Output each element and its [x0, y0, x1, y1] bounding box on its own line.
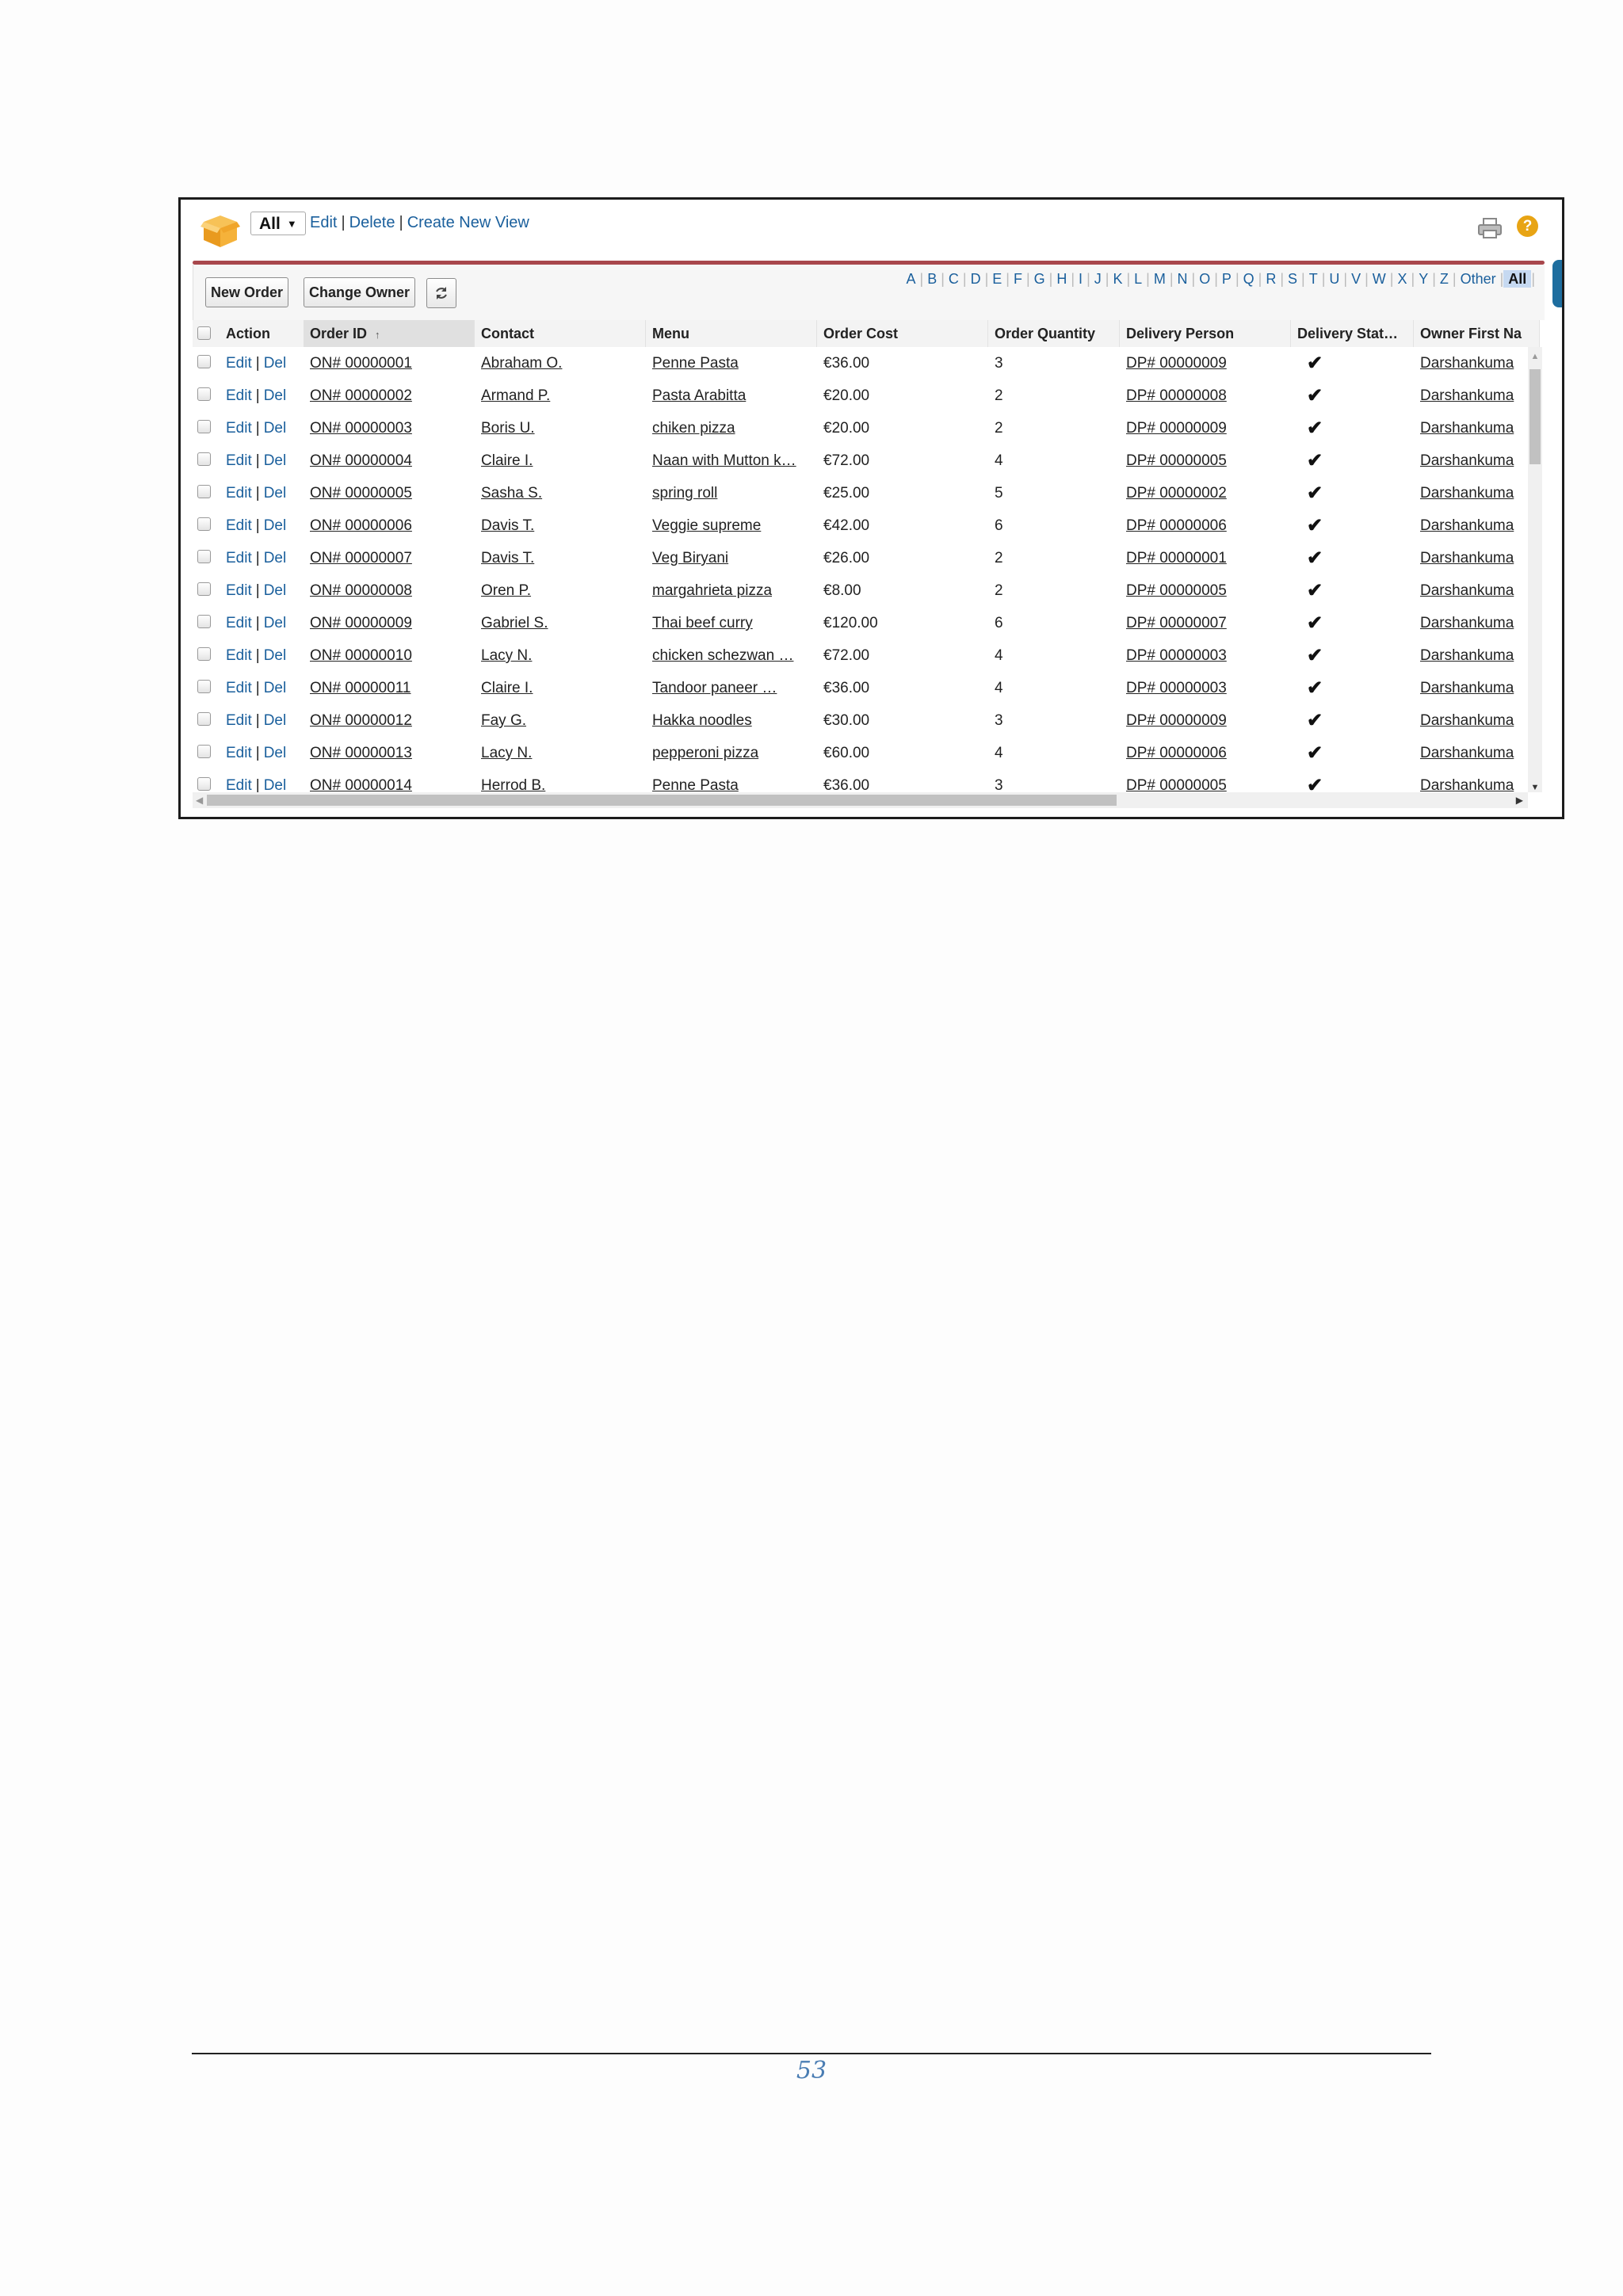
- horizontal-scroll-thumb[interactable]: [207, 795, 1117, 806]
- table-row: [193, 639, 1540, 673]
- row-edit-link[interactable]: Edit: [226, 745, 252, 761]
- menu-link[interactable]: Penne Pasta: [652, 355, 739, 372]
- delivery-person-link[interactable]: DP# 00000006: [1126, 517, 1227, 534]
- alphabet-filter-u[interactable]: U: [1329, 271, 1340, 287]
- list-toolbar: [193, 265, 1545, 320]
- refresh-button[interactable]: [426, 278, 456, 308]
- contact-link[interactable]: Armand P.: [481, 387, 551, 404]
- order-cost: €8.00: [823, 582, 861, 599]
- alphabet-separator: |: [1071, 271, 1075, 287]
- order-quantity: 4: [995, 452, 1003, 469]
- checkmark-icon: ✔: [1307, 677, 1323, 699]
- action-separator: |: [255, 355, 260, 372]
- contact-link[interactable]: Claire I.: [481, 680, 533, 696]
- order-cost: €36.00: [823, 777, 870, 792]
- alphabet-filter-p[interactable]: P: [1221, 271, 1232, 287]
- row-actions: [220, 639, 304, 672]
- checkmark-icon: ✔: [1307, 710, 1323, 731]
- checkmark-icon: ✔: [1307, 450, 1323, 471]
- contact-link[interactable]: Lacy N.: [481, 745, 533, 761]
- row-delete-link[interactable]: Del: [263, 420, 287, 437]
- order-quantity: 3: [995, 355, 1003, 372]
- menu-link[interactable]: Thai beef curry: [652, 615, 753, 631]
- checkmark-icon: ✔: [1307, 482, 1323, 504]
- table-row: [193, 737, 1540, 770]
- owner-link[interactable]: Darshankuma: [1420, 680, 1514, 696]
- row-delete-link[interactable]: Del: [263, 550, 287, 566]
- page-number: 53: [796, 2057, 827, 2084]
- alphabet-separator: |: [1411, 271, 1415, 287]
- row-delete-link[interactable]: Del: [263, 452, 287, 469]
- column-header-menu[interactable]: Menu: [646, 320, 817, 347]
- owner-link[interactable]: Darshankuma: [1420, 712, 1514, 729]
- table-row: [193, 769, 1540, 792]
- alphabet-separator: |: [1169, 271, 1174, 287]
- alphabet-separator: |: [1343, 271, 1348, 287]
- menu-link[interactable]: margahrieta pizza: [652, 582, 773, 599]
- contact-link[interactable]: Davis T.: [481, 517, 535, 534]
- owner-link[interactable]: Darshankuma: [1420, 420, 1514, 437]
- contact-link[interactable]: Abraham O.: [481, 355, 563, 372]
- alphabet-separator: |: [1006, 271, 1010, 287]
- checkmark-icon: ✔: [1307, 547, 1323, 569]
- row-checkbox[interactable]: [197, 680, 211, 693]
- menu-link[interactable]: spring roll: [652, 485, 718, 502]
- order-id-link[interactable]: ON# 00000007: [310, 550, 412, 566]
- contact-link[interactable]: Davis T.: [481, 550, 535, 566]
- alphabet-filter-h[interactable]: H: [1056, 271, 1067, 287]
- row-edit-link[interactable]: Edit: [226, 582, 252, 599]
- action-separator: |: [255, 582, 260, 599]
- alphabet-filter-b[interactable]: B: [927, 271, 938, 287]
- order-quantity: 3: [995, 777, 1003, 792]
- horizontal-scrollbar[interactable]: [193, 792, 1528, 808]
- owner-link[interactable]: Darshankuma: [1420, 582, 1514, 599]
- order-cost: €120.00: [823, 615, 878, 631]
- table-row: [193, 574, 1540, 608]
- menu-link[interactable]: Hakka noodles: [652, 712, 752, 729]
- contact-link[interactable]: Fay G.: [481, 712, 527, 729]
- owner-link[interactable]: Darshankuma: [1420, 777, 1514, 792]
- alphabet-separator: |: [1258, 271, 1262, 287]
- row-checkbox[interactable]: [197, 420, 211, 433]
- row-actions: [220, 574, 304, 607]
- order-id-link[interactable]: ON# 00000014: [310, 777, 412, 792]
- row-edit-link[interactable]: Edit: [226, 485, 252, 502]
- alphabet-filter-x[interactable]: X: [1397, 271, 1407, 287]
- menu-link[interactable]: pepperoni pizza: [652, 745, 759, 761]
- order-id-link[interactable]: ON# 00000001: [310, 355, 412, 372]
- owner-link[interactable]: Darshankuma: [1420, 355, 1514, 372]
- scroll-left-icon[interactable]: ◀: [196, 795, 204, 806]
- table-row: [193, 347, 1540, 380]
- alphabet-filter-z[interactable]: Z: [1439, 271, 1449, 287]
- sidebar-toggle[interactable]: [1552, 260, 1564, 307]
- alphabet-filter-other[interactable]: Other: [1460, 271, 1496, 287]
- action-separator: |: [255, 615, 260, 631]
- order-quantity: 4: [995, 745, 1003, 761]
- contact-link[interactable]: Boris U.: [481, 420, 535, 437]
- table-row: [193, 509, 1540, 543]
- checkmark-icon: ✔: [1307, 385, 1323, 406]
- alphabet-filter-s[interactable]: S: [1288, 271, 1298, 287]
- row-checkbox[interactable]: [197, 647, 211, 661]
- row-actions: [220, 379, 304, 412]
- row-actions: [220, 737, 304, 769]
- order-quantity: 5: [995, 485, 1003, 502]
- order-id-link[interactable]: ON# 00000009: [310, 615, 412, 631]
- row-edit-link[interactable]: Edit: [226, 550, 252, 566]
- row-actions: [220, 769, 304, 792]
- row-edit-link[interactable]: Edit: [226, 680, 252, 696]
- owner-link[interactable]: Darshankuma: [1420, 615, 1514, 631]
- order-id-link[interactable]: ON# 00000002: [310, 387, 412, 404]
- row-checkbox[interactable]: [197, 550, 211, 563]
- table-row: [193, 412, 1540, 445]
- row-checkbox[interactable]: [197, 387, 211, 401]
- alphabet-filter-r[interactable]: R: [1266, 271, 1277, 287]
- order-id-link[interactable]: ON# 00000005: [310, 485, 412, 502]
- delivery-person-link[interactable]: DP# 00000007: [1126, 615, 1227, 631]
- vertical-scrollbar[interactable]: [1528, 347, 1542, 792]
- alphabet-separator: |: [1126, 271, 1131, 287]
- checkmark-icon: ✔: [1307, 580, 1323, 601]
- action-separator: |: [255, 745, 260, 761]
- help-icon[interactable]: ?: [1517, 215, 1538, 237]
- order-quantity: 2: [995, 582, 1003, 599]
- column-header-owner-first-name[interactable]: Owner First Na: [1414, 320, 1540, 347]
- row-delete-link[interactable]: Del: [263, 387, 287, 404]
- orders-box-icon: [200, 211, 240, 249]
- order-cost: €60.00: [823, 745, 870, 761]
- menu-link[interactable]: Penne Pasta: [652, 777, 739, 792]
- order-cost: €36.00: [823, 680, 870, 696]
- alphabet-filter-a[interactable]: A: [906, 271, 916, 287]
- row-edit-link[interactable]: Edit: [226, 387, 252, 404]
- checkmark-icon: ✔: [1307, 353, 1323, 374]
- table-row: [193, 477, 1540, 510]
- contact-link[interactable]: Lacy N.: [481, 647, 533, 664]
- row-actions: [220, 509, 304, 542]
- row-delete-link[interactable]: Del: [263, 582, 287, 599]
- order-id-link[interactable]: ON# 00000012: [310, 712, 412, 729]
- row-actions: [220, 607, 304, 639]
- action-separator: |: [255, 680, 260, 696]
- alphabet-separator: |: [1280, 271, 1285, 287]
- owner-link[interactable]: Darshankuma: [1420, 452, 1514, 469]
- alphabet-separator: |: [1321, 271, 1326, 287]
- delivery-person-link[interactable]: DP# 00000005: [1126, 777, 1227, 792]
- alphabet-separator: |: [1191, 271, 1196, 287]
- order-cost: €26.00: [823, 550, 870, 566]
- order-quantity: 2: [995, 420, 1003, 437]
- alphabet-separator: |: [1105, 271, 1109, 287]
- alphabet-separator: |: [1086, 271, 1090, 287]
- action-separator: |: [255, 420, 260, 437]
- column-header-delivery-status[interactable]: Delivery Stat…: [1291, 320, 1414, 347]
- checkmark-icon: ✔: [1307, 418, 1323, 439]
- alphabet-filter-c[interactable]: C: [948, 271, 959, 287]
- alphabet-filter-w[interactable]: W: [1372, 271, 1386, 287]
- alphabet-filter-k[interactable]: K: [1113, 271, 1123, 287]
- action-separator: |: [255, 387, 260, 404]
- list-view-panel: [178, 197, 1564, 819]
- column-header-action[interactable]: Action: [220, 320, 327, 347]
- action-separator: |: [255, 517, 260, 534]
- order-cost: €36.00: [823, 355, 870, 372]
- order-cost: €25.00: [823, 485, 870, 502]
- order-quantity: 6: [995, 517, 1003, 534]
- row-edit-link[interactable]: Edit: [226, 452, 252, 469]
- row-edit-link[interactable]: Edit: [226, 420, 252, 437]
- owner-link[interactable]: Darshankuma: [1420, 485, 1514, 502]
- order-quantity: 2: [995, 550, 1003, 566]
- row-edit-link[interactable]: Edit: [226, 615, 252, 631]
- order-cost: €30.00: [823, 712, 870, 729]
- row-checkbox[interactable]: [197, 355, 211, 368]
- view-select[interactable]: [250, 212, 306, 235]
- row-checkbox[interactable]: [197, 615, 211, 628]
- order-cost: €20.00: [823, 387, 870, 404]
- row-edit-link[interactable]: Edit: [226, 355, 252, 372]
- menu-link[interactable]: Pasta Arabitta: [652, 387, 747, 404]
- row-actions: [220, 347, 304, 379]
- order-cost: €72.00: [823, 647, 870, 664]
- contact-link[interactable]: Herrod B.: [481, 777, 546, 792]
- column-header-order-cost[interactable]: Order Cost: [817, 320, 988, 347]
- order-quantity: 2: [995, 387, 1003, 404]
- row-delete-link[interactable]: Del: [263, 712, 287, 729]
- delivery-person-link[interactable]: DP# 00000006: [1126, 745, 1227, 761]
- delivery-person-link[interactable]: DP# 00000009: [1126, 420, 1227, 437]
- order-cost: €20.00: [823, 420, 870, 437]
- order-quantity: 4: [995, 680, 1003, 696]
- change-owner-button[interactable]: Change Owner: [304, 277, 415, 307]
- order-cost: €42.00: [823, 517, 870, 534]
- action-separator: |: [255, 485, 260, 502]
- row-checkbox[interactable]: [197, 582, 211, 596]
- order-quantity: 3: [995, 712, 1003, 729]
- alphabet-filter-e[interactable]: E: [992, 271, 1002, 287]
- alphabet-separator: |: [919, 271, 924, 287]
- menu-link[interactable]: Veg Biryani: [652, 550, 729, 566]
- row-delete-link[interactable]: Del: [263, 647, 287, 664]
- contact-link[interactable]: Gabriel S.: [481, 615, 548, 631]
- alphabet-separator: |: [984, 271, 989, 287]
- table-row: [193, 444, 1540, 478]
- alphabet-filter-q[interactable]: Q: [1243, 271, 1254, 287]
- alphabet-separator: |: [1452, 271, 1457, 287]
- delivery-person-link[interactable]: DP# 00000009: [1126, 712, 1227, 729]
- delivery-person-link[interactable]: DP# 00000008: [1126, 387, 1227, 404]
- row-actions: [220, 704, 304, 737]
- alphabet-filter-m[interactable]: M: [1153, 271, 1166, 287]
- row-checkbox[interactable]: [197, 517, 211, 531]
- row-checkbox[interactable]: [197, 485, 211, 498]
- menu-link[interactable]: Naan with Mutton k…: [652, 452, 796, 469]
- row-delete-link[interactable]: Del: [263, 745, 287, 761]
- select-all-checkbox[interactable]: [197, 326, 211, 340]
- sort-asc-icon: ↑: [375, 329, 380, 341]
- print-icon[interactable]: [1477, 217, 1503, 239]
- row-actions: [220, 672, 304, 704]
- order-id-link[interactable]: ON# 00000011: [310, 680, 411, 696]
- scroll-up-icon[interactable]: ▲: [1530, 352, 1540, 361]
- owner-link[interactable]: Darshankuma: [1420, 647, 1514, 664]
- column-header-order-id-label: Order ID: [310, 326, 368, 341]
- row-checkbox[interactable]: [197, 712, 211, 726]
- column-header-contact[interactable]: Contact: [475, 320, 646, 347]
- alphabet-separator: |: [1499, 271, 1504, 287]
- table-row: [193, 704, 1540, 738]
- row-actions: [220, 412, 304, 444]
- scroll-down-icon[interactable]: ▼: [1530, 783, 1540, 792]
- table-row: [193, 542, 1540, 575]
- vertical-scroll-thumb[interactable]: [1529, 369, 1541, 464]
- orders-table: [193, 320, 1540, 792]
- delivery-person-link[interactable]: DP# 00000009: [1126, 355, 1227, 372]
- alphabet-separator: |: [1389, 271, 1394, 287]
- row-delete-link[interactable]: Del: [263, 615, 287, 631]
- action-separator: |: [255, 777, 260, 792]
- action-separator: |: [255, 647, 260, 664]
- row-checkbox[interactable]: [197, 452, 211, 466]
- owner-link[interactable]: Darshankuma: [1420, 517, 1514, 534]
- checkmark-icon: ✔: [1307, 612, 1323, 634]
- order-id-link[interactable]: ON# 00000006: [310, 517, 412, 534]
- order-id-link[interactable]: ON# 00000010: [310, 647, 412, 664]
- table-header: [193, 320, 1540, 348]
- menu-link[interactable]: Tandoor paneer …: [652, 680, 777, 696]
- create-new-view-link[interactable]: Create New View: [407, 214, 529, 231]
- order-id-link[interactable]: ON# 00000008: [310, 582, 412, 599]
- alphabet-separator: |: [1048, 271, 1053, 287]
- alphabet-filter-y[interactable]: Y: [1419, 271, 1429, 287]
- alphabet-separator: |: [1214, 271, 1218, 287]
- contact-link[interactable]: Claire I.: [481, 452, 533, 469]
- order-quantity: 6: [995, 615, 1003, 631]
- delivery-person-link[interactable]: DP# 00000005: [1126, 582, 1227, 599]
- action-separator: |: [255, 712, 260, 729]
- row-delete-link[interactable]: Del: [263, 777, 287, 792]
- alphabet-filter-o[interactable]: O: [1199, 271, 1211, 287]
- row-actions: [220, 444, 304, 477]
- alphabet-filter-f[interactable]: F: [1013, 271, 1022, 287]
- row-delete-link[interactable]: Del: [263, 680, 287, 696]
- view-links: Edit | Delete | Create New View: [310, 214, 529, 231]
- order-id-link[interactable]: ON# 00000003: [310, 420, 412, 437]
- contact-link[interactable]: Sasha S.: [481, 485, 543, 502]
- owner-link[interactable]: Darshankuma: [1420, 550, 1514, 566]
- alphabet-separator: |: [1531, 271, 1535, 287]
- delivery-person-link[interactable]: DP# 00000002: [1126, 485, 1227, 502]
- table-row: [193, 607, 1540, 640]
- checkmark-icon: ✔: [1307, 645, 1323, 666]
- delivery-person-link[interactable]: DP# 00000005: [1126, 452, 1227, 469]
- menu-link[interactable]: chiken pizza: [652, 420, 735, 437]
- table-row: [193, 672, 1540, 705]
- row-edit-link[interactable]: Edit: [226, 647, 252, 664]
- contact-link[interactable]: Oren P.: [481, 582, 532, 599]
- footer-divider: [192, 2053, 1431, 2054]
- owner-link[interactable]: Darshankuma: [1420, 745, 1514, 761]
- alphabet-filter-l[interactable]: L: [1134, 271, 1143, 287]
- alphabet-filter-n[interactable]: N: [1177, 271, 1188, 287]
- alphabet-separator: |: [1301, 271, 1305, 287]
- alphabet-filter-v[interactable]: V: [1351, 271, 1361, 287]
- scroll-right-icon[interactable]: ▶: [1515, 795, 1523, 806]
- checkmark-icon: ✔: [1307, 515, 1323, 536]
- alphabet-filter-g[interactable]: G: [1033, 271, 1045, 287]
- delivery-person-link[interactable]: DP# 00000003: [1126, 647, 1227, 664]
- order-id-link[interactable]: ON# 00000013: [310, 745, 412, 761]
- order-cost: €72.00: [823, 452, 870, 469]
- row-checkbox[interactable]: [197, 745, 211, 758]
- action-separator: |: [255, 550, 260, 566]
- menu-link[interactable]: chicken schezwan …: [652, 647, 794, 664]
- column-header-order-id[interactable]: [304, 320, 475, 347]
- alphabet-separator: |: [941, 271, 945, 287]
- row-edit-link[interactable]: Edit: [226, 517, 252, 534]
- delete-view-link[interactable]: Delete: [349, 214, 395, 231]
- row-actions: [220, 477, 304, 509]
- delivery-person-link[interactable]: DP# 00000001: [1126, 550, 1227, 566]
- column-header-delivery-person[interactable]: Delivery Person: [1120, 320, 1291, 347]
- alphabet-separator: |: [1146, 271, 1150, 287]
- menu-link[interactable]: Veggie supreme: [652, 517, 762, 534]
- owner-link[interactable]: Darshankuma: [1420, 387, 1514, 404]
- alphabet-separator: |: [1235, 271, 1239, 287]
- new-order-button[interactable]: New Order: [205, 277, 288, 307]
- view-header: [181, 200, 1562, 261]
- view-select-value: All: [259, 215, 281, 233]
- row-actions: [220, 542, 304, 574]
- alphabet-separator: |: [1365, 271, 1369, 287]
- alphabet-filter-all[interactable]: All: [1503, 270, 1531, 288]
- refresh-icon: [433, 285, 449, 301]
- table-row: [193, 379, 1540, 413]
- alphabet-separator: |: [1432, 271, 1436, 287]
- alphabet-separator: |: [962, 271, 967, 287]
- alphabet-filter-j[interactable]: J: [1094, 271, 1102, 287]
- alphabet-filter: [902, 271, 1535, 288]
- delivery-person-link[interactable]: DP# 00000003: [1126, 680, 1227, 696]
- edit-view-link[interactable]: Edit: [310, 214, 338, 231]
- row-edit-link[interactable]: Edit: [226, 712, 252, 729]
- dropdown-caret-icon: ▼: [286, 218, 297, 230]
- checkmark-icon: ✔: [1307, 742, 1323, 764]
- checkmark-icon: ✔: [1307, 775, 1323, 792]
- alphabet-separator: |: [1025, 271, 1030, 287]
- row-edit-link[interactable]: Edit: [226, 777, 252, 792]
- alphabet-filter-d[interactable]: D: [970, 271, 981, 287]
- action-separator: |: [255, 452, 260, 469]
- column-header-order-quantity[interactable]: Order Quantity: [988, 320, 1120, 347]
- alphabet-filter-t[interactable]: T: [1308, 271, 1318, 287]
- order-id-link[interactable]: ON# 00000004: [310, 452, 412, 469]
- row-delete-link[interactable]: Del: [263, 517, 287, 534]
- order-quantity: 4: [995, 647, 1003, 664]
- row-delete-link[interactable]: Del: [263, 485, 287, 502]
- row-delete-link[interactable]: Del: [263, 355, 287, 372]
- row-checkbox[interactable]: [197, 777, 211, 791]
- alphabet-filter-i[interactable]: I: [1079, 271, 1083, 287]
